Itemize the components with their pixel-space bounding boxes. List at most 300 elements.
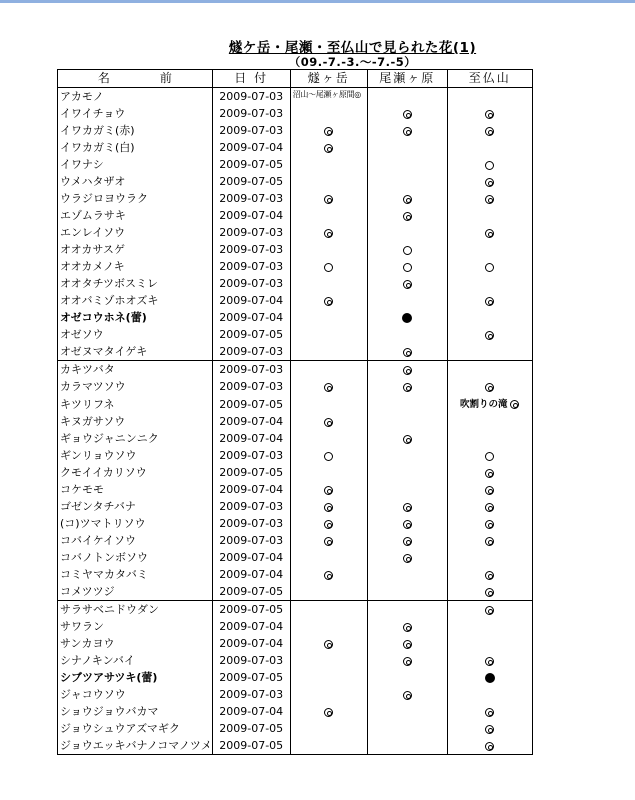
flower-name: オゼコウホネ(蕾) (58, 309, 213, 326)
shibutsusan-cell (447, 481, 532, 498)
flower-name: オオカサスゲ (58, 241, 213, 258)
ozegahara-cell (367, 430, 447, 447)
hiuchigatake-cell (290, 430, 367, 447)
shibutsusan-cell (447, 190, 532, 207)
double-circle-mark (403, 503, 412, 512)
double-circle-mark (485, 725, 494, 734)
hiuchigatake-cell (290, 481, 367, 498)
shibutsusan-cell (447, 635, 532, 652)
flower-name: エンレイソウ (58, 224, 213, 241)
double-circle-mark (485, 229, 494, 238)
page-title: 燧ケ岳・尾瀬・至仏山で見られた花(1) (228, 40, 477, 56)
location-note: 沼山〜尾瀬ヶ原間◎ (292, 90, 361, 99)
ozegahara-cell (367, 720, 447, 737)
shibutsusan-cell (447, 720, 532, 737)
ozegahara-cell (367, 566, 447, 583)
double-circle-mark (485, 331, 494, 340)
table-row (58, 156, 533, 173)
shibutsusan-cell (447, 686, 532, 703)
ozegahara-cell (367, 583, 447, 601)
table-row (58, 105, 533, 122)
hiuchigatake-cell (290, 395, 367, 413)
hiuchigatake-cell (290, 343, 367, 361)
observation-date: 2009-07-03 (212, 88, 290, 106)
double-circle-mark (403, 537, 412, 546)
ozegahara-cell (367, 686, 447, 703)
ozegahara-cell (367, 105, 447, 122)
double-circle-mark (510, 400, 519, 409)
table-header-row (58, 70, 533, 88)
flower-name: コバノトンボソウ (58, 549, 213, 566)
observation-date: 2009-07-05 (212, 669, 290, 686)
ozegahara-cell (367, 669, 447, 686)
flower-name: イワカガミ(赤) (58, 122, 213, 139)
observation-date: 2009-07-03 (212, 343, 290, 361)
double-circle-mark (324, 195, 333, 204)
ozegahara-cell (367, 601, 447, 619)
ozegahara-cell (367, 173, 447, 190)
hiuchigatake-cell (290, 532, 367, 549)
observation-date: 2009-07-04 (212, 207, 290, 224)
double-circle-mark (403, 691, 412, 700)
table-row (58, 241, 533, 258)
table-row (58, 309, 533, 326)
flower-name: エゾムラサキ (58, 207, 213, 224)
double-circle-mark (485, 178, 494, 187)
hiuchigatake-cell (290, 361, 367, 379)
table-row (58, 343, 533, 361)
table-row (58, 703, 533, 720)
double-circle-mark (403, 520, 412, 529)
observation-date: 2009-07-03 (212, 498, 290, 515)
ozegahara-cell (367, 241, 447, 258)
double-circle-mark (324, 127, 333, 136)
table-row (58, 88, 533, 106)
hiuchigatake-cell (290, 207, 367, 224)
hiuchigatake-cell (290, 258, 367, 275)
hiuchigatake-cell (290, 566, 367, 583)
table-row (58, 618, 533, 635)
ozegahara-cell (367, 292, 447, 309)
table-row (58, 652, 533, 669)
table-row (58, 720, 533, 737)
table-row (58, 583, 533, 601)
double-circle-mark (403, 127, 412, 136)
double-circle-mark (485, 606, 494, 615)
double-circle-mark (485, 486, 494, 495)
shibutsusan-cell (447, 395, 532, 413)
shibutsusan-cell (447, 601, 532, 619)
circle-mark (485, 161, 494, 170)
flower-name: カラマツソウ (58, 378, 213, 395)
ozegahara-cell (367, 207, 447, 224)
ozegahara-cell (367, 635, 447, 652)
double-circle-mark (485, 657, 494, 666)
hiuchigatake-cell (290, 447, 367, 464)
shibutsusan-cell (447, 498, 532, 515)
ozegahara-cell (367, 498, 447, 515)
observation-date: 2009-07-03 (212, 258, 290, 275)
observation-date: 2009-07-05 (212, 173, 290, 190)
hiuchigatake-cell (290, 669, 367, 686)
double-circle-mark (485, 537, 494, 546)
observation-date: 2009-07-04 (212, 549, 290, 566)
table-row (58, 139, 533, 156)
double-circle-mark (485, 503, 494, 512)
observation-date: 2009-07-04 (212, 618, 290, 635)
observation-date: 2009-07-04 (212, 566, 290, 583)
table-row (58, 258, 533, 275)
shibutsusan-cell (447, 532, 532, 549)
flower-name: ショウジョウバカマ (58, 703, 213, 720)
flower-name: サンカヨウ (58, 635, 213, 652)
hiuchigatake-cell (290, 173, 367, 190)
flower-name: コメツツジ (58, 583, 213, 601)
double-circle-mark (485, 127, 494, 136)
circle-mark (403, 263, 412, 272)
flower-name: イワナシ (58, 156, 213, 173)
table-row (58, 378, 533, 395)
observation-date: 2009-07-05 (212, 464, 290, 481)
observation-date: 2009-07-03 (212, 532, 290, 549)
table-row (58, 635, 533, 652)
circle-mark (485, 452, 494, 461)
observation-date: 2009-07-05 (212, 156, 290, 173)
observation-date: 2009-07-03 (212, 515, 290, 532)
double-circle-mark (324, 708, 333, 717)
flower-name: オオタチツボスミレ (58, 275, 213, 292)
ozegahara-cell (367, 326, 447, 343)
observation-date: 2009-07-04 (212, 430, 290, 447)
shibutsusan-cell (447, 703, 532, 720)
ozegahara-cell (367, 88, 447, 106)
table-row (58, 532, 533, 549)
observation-date: 2009-07-04 (212, 413, 290, 430)
table-row (58, 275, 533, 292)
double-circle-mark (403, 623, 412, 632)
double-circle-mark (403, 366, 412, 375)
date-range-subtitle: （09.-7.-3.〜-7.-5） (288, 55, 417, 69)
shibutsusan-cell (447, 430, 532, 447)
circle-mark (403, 246, 412, 255)
flower-name: サラサベニドウダン (58, 601, 213, 619)
table-row (58, 515, 533, 532)
shibutsusan-cell (447, 378, 532, 395)
circle-mark (485, 263, 494, 272)
shibutsusan-cell (447, 515, 532, 532)
double-circle-mark (403, 110, 412, 119)
hiuchigatake-cell (290, 309, 367, 326)
filled-circle-mark (402, 313, 412, 323)
flower-name: オゼソウ (58, 326, 213, 343)
flower-name: シブツアサツキ(蕾) (58, 669, 213, 686)
observation-date: 2009-07-03 (212, 122, 290, 139)
shibutsusan-cell (447, 275, 532, 292)
ozegahara-cell (367, 532, 447, 549)
table-row (58, 737, 533, 755)
table-row (58, 207, 533, 224)
shibutsusan-cell (447, 464, 532, 481)
flower-name: アカモノ (58, 88, 213, 106)
hiuchigatake-cell (290, 652, 367, 669)
ozegahara-cell (367, 224, 447, 241)
flower-name: ジョウエッキバナノコマノツメ (58, 737, 213, 755)
observation-date: 2009-07-03 (212, 686, 290, 703)
hiuchigatake-cell (290, 326, 367, 343)
table-row (58, 292, 533, 309)
shibutsusan-cell (447, 309, 532, 326)
table-row (58, 498, 533, 515)
observation-date: 2009-07-05 (212, 583, 290, 601)
observation-date: 2009-07-04 (212, 703, 290, 720)
observation-date: 2009-07-03 (212, 652, 290, 669)
hiuchigatake-cell (290, 720, 367, 737)
double-circle-mark (485, 742, 494, 751)
ozegahara-cell (367, 703, 447, 720)
double-circle-mark (403, 280, 412, 289)
double-circle-mark (485, 469, 494, 478)
shibutsusan-cell (447, 361, 532, 379)
shibutsusan-cell (447, 413, 532, 430)
observation-date: 2009-07-04 (212, 309, 290, 326)
flower-name: ギンリョウソウ (58, 447, 213, 464)
ozegahara-cell (367, 275, 447, 292)
ozegahara-cell (367, 309, 447, 326)
flower-name: オオカメノキ (58, 258, 213, 275)
ozegahara-cell (367, 122, 447, 139)
observation-date: 2009-07-05 (212, 395, 290, 413)
hiuchigatake-cell (290, 737, 367, 755)
shibutsusan-cell (447, 343, 532, 361)
flower-name: ジャコウソウ (58, 686, 213, 703)
double-circle-mark (403, 554, 412, 563)
observation-date: 2009-07-04 (212, 481, 290, 498)
circle-mark (324, 263, 333, 272)
shibutsusan-cell (447, 737, 532, 755)
double-circle-mark (403, 212, 412, 221)
table-row (58, 447, 533, 464)
ozegahara-cell (367, 361, 447, 379)
flower-name: (コ)ツマトリソウ (58, 515, 213, 532)
table-row (58, 566, 533, 583)
table-row (58, 686, 533, 703)
observation-date: 2009-07-03 (212, 378, 290, 395)
ozegahara-cell (367, 156, 447, 173)
flower-name: イワカガミ(白) (58, 139, 213, 156)
double-circle-mark (324, 571, 333, 580)
table-row (58, 326, 533, 343)
filled-circle-mark (485, 673, 495, 683)
table-row (58, 413, 533, 430)
shibutsusan-cell (447, 105, 532, 122)
hiuchigatake-cell (290, 703, 367, 720)
observation-date: 2009-07-03 (212, 241, 290, 258)
double-circle-mark (324, 144, 333, 153)
header-name: 名 前 (58, 70, 213, 88)
hiuchigatake-cell (290, 549, 367, 566)
ozegahara-cell (367, 652, 447, 669)
double-circle-mark (485, 297, 494, 306)
double-circle-mark (403, 383, 412, 392)
ozegahara-cell (367, 258, 447, 275)
flower-name: ウラジロヨウラク (58, 190, 213, 207)
hiuchigatake-cell (290, 413, 367, 430)
hiuchigatake-cell (290, 224, 367, 241)
shibutsusan-cell (447, 549, 532, 566)
observation-date: 2009-07-04 (212, 635, 290, 652)
double-circle-mark (403, 195, 412, 204)
double-circle-mark (324, 383, 333, 392)
table-body (58, 88, 533, 755)
ozegahara-cell (367, 549, 447, 566)
observation-date: 2009-07-03 (212, 190, 290, 207)
hiuchigatake-cell (290, 88, 367, 106)
ozegahara-cell (367, 481, 447, 498)
header-shibutsusan: 至仏山 (447, 70, 532, 88)
flower-name: ウメハタザオ (58, 173, 213, 190)
table-row (58, 669, 533, 686)
flower-name: サワラン (58, 618, 213, 635)
table-row (58, 395, 533, 413)
double-circle-mark (324, 520, 333, 529)
observation-date: 2009-07-03 (212, 447, 290, 464)
flower-name: クモイイカリソウ (58, 464, 213, 481)
header-hiuchigatake: 燧ヶ岳 (290, 70, 367, 88)
shibutsusan-cell (447, 139, 532, 156)
observation-date: 2009-07-04 (212, 292, 290, 309)
double-circle-mark (324, 486, 333, 495)
location-note: 吹割りの滝 (459, 399, 508, 410)
hiuchigatake-cell (290, 635, 367, 652)
double-circle-mark (403, 640, 412, 649)
observation-date: 2009-07-05 (212, 601, 290, 619)
shibutsusan-cell (447, 156, 532, 173)
double-circle-mark (324, 503, 333, 512)
double-circle-mark (485, 571, 494, 580)
hiuchigatake-cell (290, 464, 367, 481)
table-row (58, 224, 533, 241)
observation-date: 2009-07-03 (212, 361, 290, 379)
flower-name: カキツバタ (58, 361, 213, 379)
flower-name: ギョウジャニンニク (58, 430, 213, 447)
observation-date: 2009-07-03 (212, 275, 290, 292)
ozegahara-cell (367, 515, 447, 532)
double-circle-mark (324, 537, 333, 546)
double-circle-mark (403, 348, 412, 357)
table-row (58, 549, 533, 566)
double-circle-mark (324, 640, 333, 649)
double-circle-mark (485, 110, 494, 119)
double-circle-mark (485, 520, 494, 529)
ozegahara-cell (367, 618, 447, 635)
hiuchigatake-cell (290, 618, 367, 635)
observation-date: 2009-07-05 (212, 737, 290, 755)
flower-name: コミヤマカタバミ (58, 566, 213, 583)
observation-date: 2009-07-05 (212, 720, 290, 737)
ozegahara-cell (367, 378, 447, 395)
double-circle-mark (485, 708, 494, 717)
shibutsusan-cell (447, 326, 532, 343)
hiuchigatake-cell (290, 139, 367, 156)
shibutsusan-cell (447, 207, 532, 224)
table-row (58, 190, 533, 207)
table-row (58, 430, 533, 447)
shibutsusan-cell (447, 652, 532, 669)
header-ozegahara: 尾瀬ヶ原 (367, 70, 447, 88)
shibutsusan-cell (447, 122, 532, 139)
shibutsusan-cell (447, 241, 532, 258)
observation-date: 2009-07-05 (212, 326, 290, 343)
hiuchigatake-cell (290, 515, 367, 532)
hiuchigatake-cell (290, 498, 367, 515)
ozegahara-cell (367, 395, 447, 413)
ozegahara-cell (367, 464, 447, 481)
hiuchigatake-cell (290, 241, 367, 258)
shibutsusan-cell (447, 583, 532, 601)
shibutsusan-cell (447, 447, 532, 464)
hiuchigatake-cell (290, 156, 367, 173)
flower-name: オゼヌマタイゲキ (58, 343, 213, 361)
table-row (58, 601, 533, 619)
double-circle-mark (485, 588, 494, 597)
hiuchigatake-cell (290, 583, 367, 601)
hiuchigatake-cell (290, 275, 367, 292)
observation-date: 2009-07-03 (212, 105, 290, 122)
flower-name: イワイチョウ (58, 105, 213, 122)
flower-name: コバイケイソウ (58, 532, 213, 549)
shibutsusan-cell (447, 173, 532, 190)
double-circle-mark (324, 229, 333, 238)
double-circle-mark (485, 383, 494, 392)
table-row (58, 464, 533, 481)
shibutsusan-cell (447, 224, 532, 241)
double-circle-mark (324, 418, 333, 427)
hiuchigatake-cell (290, 292, 367, 309)
ozegahara-cell (367, 447, 447, 464)
flower-name: キツリフネ (58, 395, 213, 413)
observation-date: 2009-07-04 (212, 139, 290, 156)
ozegahara-cell (367, 343, 447, 361)
flower-name: キヌガサソウ (58, 413, 213, 430)
flower-name: シナノキンバイ (58, 652, 213, 669)
flower-name: オオバミゾホオズキ (58, 292, 213, 309)
table-row (58, 361, 533, 379)
hiuchigatake-cell (290, 122, 367, 139)
double-circle-mark (485, 195, 494, 204)
shibutsusan-cell (447, 566, 532, 583)
table-row (58, 481, 533, 498)
shibutsusan-cell (447, 618, 532, 635)
ozegahara-cell (367, 413, 447, 430)
shibutsusan-cell (447, 669, 532, 686)
table-row (58, 122, 533, 139)
double-circle-mark (403, 435, 412, 444)
ozegahara-cell (367, 737, 447, 755)
flower-name: コケモモ (58, 481, 213, 498)
observation-date: 2009-07-03 (212, 224, 290, 241)
hiuchigatake-cell (290, 105, 367, 122)
ozegahara-cell (367, 139, 447, 156)
top-border-line (0, 0, 635, 3)
flower-name: ジョウシュウアズマギク (58, 720, 213, 737)
double-circle-mark (403, 657, 412, 666)
ozegahara-cell (367, 190, 447, 207)
hiuchigatake-cell (290, 190, 367, 207)
hiuchigatake-cell (290, 686, 367, 703)
hiuchigatake-cell (290, 378, 367, 395)
double-circle-mark (324, 297, 333, 306)
table-row (58, 173, 533, 190)
